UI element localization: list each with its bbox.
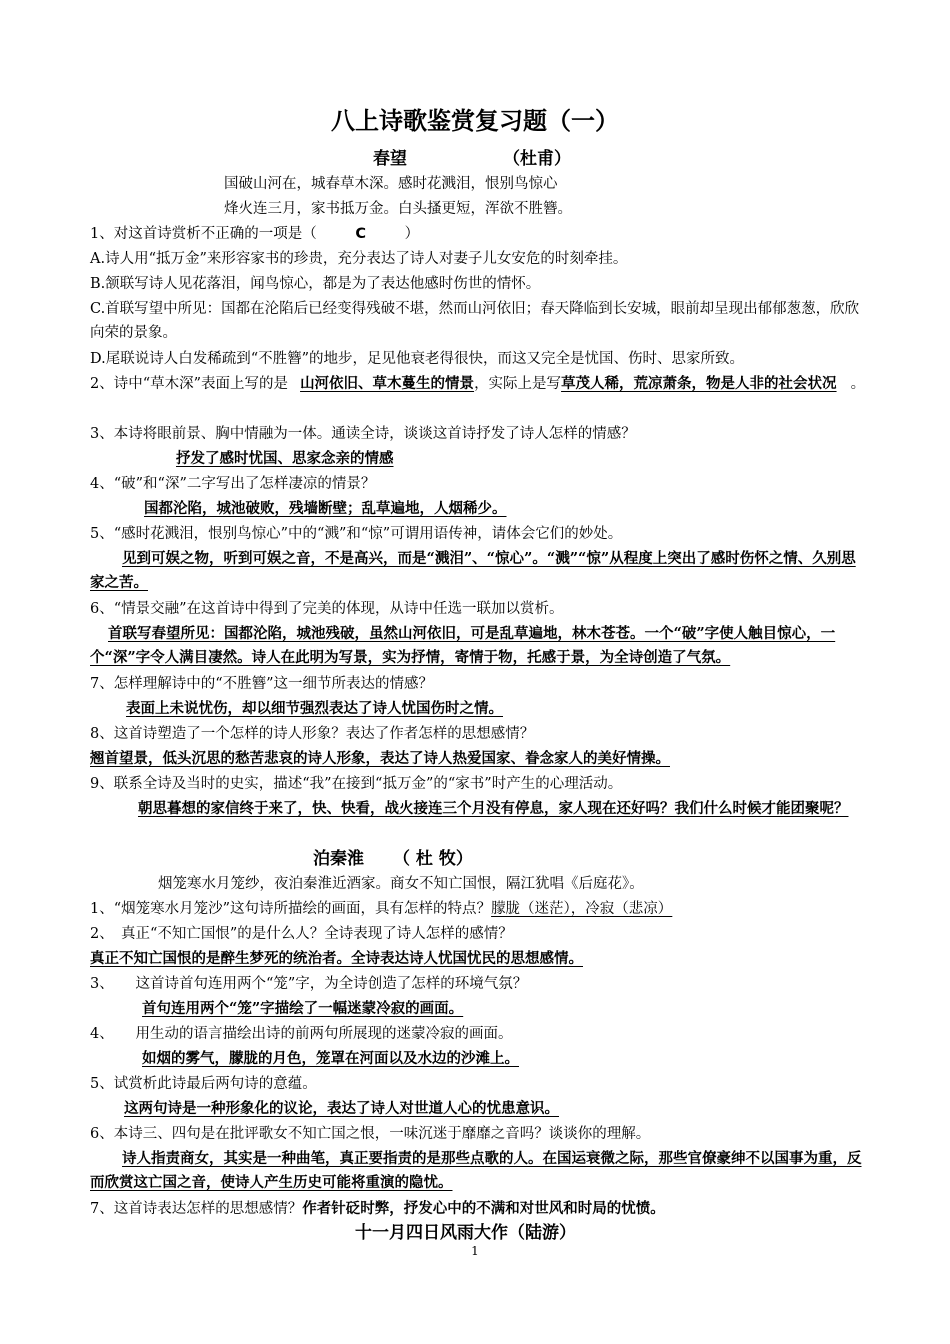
poem2-q7	[90, 1197, 870, 1221]
q7-answer-text: 表面上未说忧伤，却以细节强烈表达了诗人忧国伤时之情。	[126, 700, 503, 717]
q1-stem-a: 1、对这首诗赏析不正确的一项是（	[90, 226, 317, 242]
poem2-q4-answer	[142, 1047, 862, 1071]
poem2-q3-stem: 3、 这首诗首句连用两个“笼”字，为全诗创造了怎样的环境气氛？	[90, 976, 528, 992]
q5-answer-text: 见到可娱之物，听到可娱之音，不是高兴，而是“溅泪”、“惊心”。“溅”“惊”从程度上突出了感时伤怀之情、久别思家之苦。	[90, 550, 856, 591]
poem2-line: 烟笼寒水月笼纱，夜泊秦淮近酒家。商女不知亡国恨，隔江犹唱《后庭花》。	[158, 876, 644, 892]
poem3-title: 十一月四日风雨大作（陆游）	[355, 1223, 576, 1243]
poem1-q2	[90, 372, 870, 396]
q2-stem-a: 2、诗中“草木深”表面上写的是	[90, 376, 289, 392]
q1-stem-b: ）	[404, 226, 420, 242]
poem2-q5-stem: 5、试赏析此诗最后两句诗的意蕴。	[90, 1076, 317, 1092]
q3-answer-text: 抒发了感时忧国、思家念亲的情感	[176, 450, 394, 467]
q2-stem-c: 。	[850, 376, 866, 392]
p2q1-answer: 朦胧（迷茫），冷寂（悲凉）	[491, 901, 673, 917]
page-number: 1	[471, 1244, 479, 1258]
poem1-q3-answer	[176, 447, 866, 471]
q8-answer-text: 翘首望景，低头沉思的愁苦悲哀的诗人形象，表达了诗人热爱国家、眷念家人的美好情操。	[90, 750, 670, 767]
q2-answer-a: 山河依旧、草木蔓生的情景	[300, 375, 475, 392]
q6-answer-text: 首联写春望所见：国都沦陷，城池残破，虽然山河依旧，可是乱草遍地，林木苍苍。一个“破”字使人触目惊心，一个“深”字令人满目凄然。诗人在此明为写景，实为抒情，寄情于物，托感于景，为全诗创造了气氛。	[90, 625, 836, 666]
poem1-q8-answer	[90, 747, 870, 771]
q4-answer-text: 国都沦陷，城池破败，残墙断壁；乱草遍地，人烟稀少。	[144, 500, 507, 517]
p2q7-answer: 作者针砭时弊，抒发心中的不满和对世风和时局的忧愤。	[302, 1200, 665, 1217]
document-title: 八上诗歌鉴赏复习题（一）	[331, 106, 619, 135]
p2q6-answer-text: 诗人指责商女，其实是一种曲笔，真正要指责的是那些点歌的人。在国运衰微之际，那些官僚豪绅不以国事为重，反而欣赏这亡国之音，使诗人产生历史可能将重演的隐忧。	[90, 1150, 862, 1191]
p2q5-answer-text: 这两句诗是一种形象化的议论，表达了诗人对世道人心的忧患意识。	[124, 1100, 559, 1117]
poem1-q4-stem: 4、“破”和“深”二字写出了怎样凄凉的情景？	[90, 476, 376, 492]
q2-stem-b: ，实际上是写	[474, 376, 562, 392]
poem1-q8-stem: 8、这首诗塑造了一个怎样的诗人形象？表达了作者怎样的思想感情？	[90, 726, 535, 742]
poem2-q2-stem: 2、 真正“不知亡国恨”的是什么人？全诗表现了诗人怎样的感情？	[90, 926, 513, 942]
poem1-q9-answer	[90, 797, 870, 821]
p2q1-stem: 1、“烟笼寒水月笼沙”这句诗所描绘的画面，具有怎样的特点？	[90, 901, 492, 917]
poem1-author: （杜甫）	[503, 149, 571, 169]
q1-option-c: C.首联写望中所见：国都在沦陷后已经变得残破不堪，然而山河依旧；春天降临到长安城，眼前却呈现出郁郁葱葱，欣欣向荣的景象。	[90, 301, 860, 341]
poem1-q9-stem: 9、联系全诗及当时的史实，描述“我”在接到“抵万金”的“家书”时产生的心理活动。	[90, 776, 623, 792]
poem1-q3-stem: 3、本诗将眼前景、胸中情融为一体。通读全诗，谈谈这首诗抒发了诗人怎样的情感？	[90, 426, 636, 442]
poem1-line-2: 烽火连三月，家书抵万金。白头搔更短，浑欲不胜簪。	[224, 201, 572, 217]
poem1-q4-answer	[144, 497, 864, 521]
poem1-q6-answer	[90, 622, 872, 670]
poem2-q5-answer	[124, 1097, 864, 1121]
p2q2-answer-text: 真正不知亡国恨的是醉生梦死的统治者。全诗表达诗人忧国忧民的思想感情。	[90, 950, 583, 967]
poem2-author: （ 杜 牧）	[393, 849, 473, 869]
q1-option-d: D.尾联说诗人白发稀疏到“不胜簪”的地步，足见他衰老得很快，而这又完全是忧国、伤时、思家所致。	[90, 351, 745, 367]
poem2-q6-stem: 6、本诗三、四句是在批评歌女不知亡国之恨，一味沉迷于靡靡之音吗？谈谈你的理解。	[90, 1126, 651, 1142]
poem2-q2-answer	[90, 947, 870, 971]
q9-answer-text: 朝思暮想的家信终于来了，快、快看，战火接连三个月没有停息，家人现在还好吗？我们什么时候才能团聚呢？	[138, 800, 849, 817]
poem2-title: 泊秦淮	[313, 849, 364, 869]
p2q3-answer-text: 首句连用两个“笼”字描绘了一幅迷蒙冷寂的画面。	[142, 1000, 464, 1017]
poem1-q7-stem: 7、怎样理解诗中的“不胜簪”这一细节所表达的情感？	[90, 676, 434, 692]
p2q4-answer-text: 如烟的雾气，朦胧的月色，笼罩在河面以及水边的沙滩上。	[142, 1050, 519, 1067]
q1-option-b: B.颔联写诗人见花落泪，闻鸟惊心，都是为了表达他感时伤世的情怀。	[90, 276, 541, 292]
poem1-q1-stem	[90, 222, 870, 246]
poem2-q1	[90, 897, 870, 921]
poem1-q7-answer	[126, 697, 866, 721]
poem1-q5-answer	[90, 547, 870, 595]
q1-answer: C	[355, 226, 366, 242]
p2q7-stem: 7、这首诗表达怎样的思想感情？	[90, 1201, 303, 1217]
poem2-q4-stem: 4、 用生动的语言描绘出诗的前两句所展现的迷蒙冷寂的画面。	[90, 1026, 513, 1042]
poem1-line-1: 国破山河在，城春草木深。感时花溅泪，恨别鸟惊心	[224, 176, 558, 192]
q1-option-a: A.诗人用“抵万金”来形容家书的珍贵，充分表达了诗人对妻子儿女安危的时刻牵挂。	[90, 251, 628, 267]
poem1-q5-stem: 5、“感时花溅泪，恨别鸟惊心”中的“溅”和“惊”可谓用语传神，请体会它们的妙处。	[90, 526, 623, 542]
q2-answer-b: 草茂人稀，荒凉萧条，物是人非的社会状况	[561, 375, 837, 392]
poem2-q6-answer	[90, 1147, 870, 1195]
poem1-title: 春望	[373, 149, 407, 169]
poem2-q3-answer	[142, 997, 862, 1021]
poem1-q6-stem: 6、“情景交融”在这首诗中得到了完美的体现，从诗中任选一联加以赏析。	[90, 601, 564, 617]
